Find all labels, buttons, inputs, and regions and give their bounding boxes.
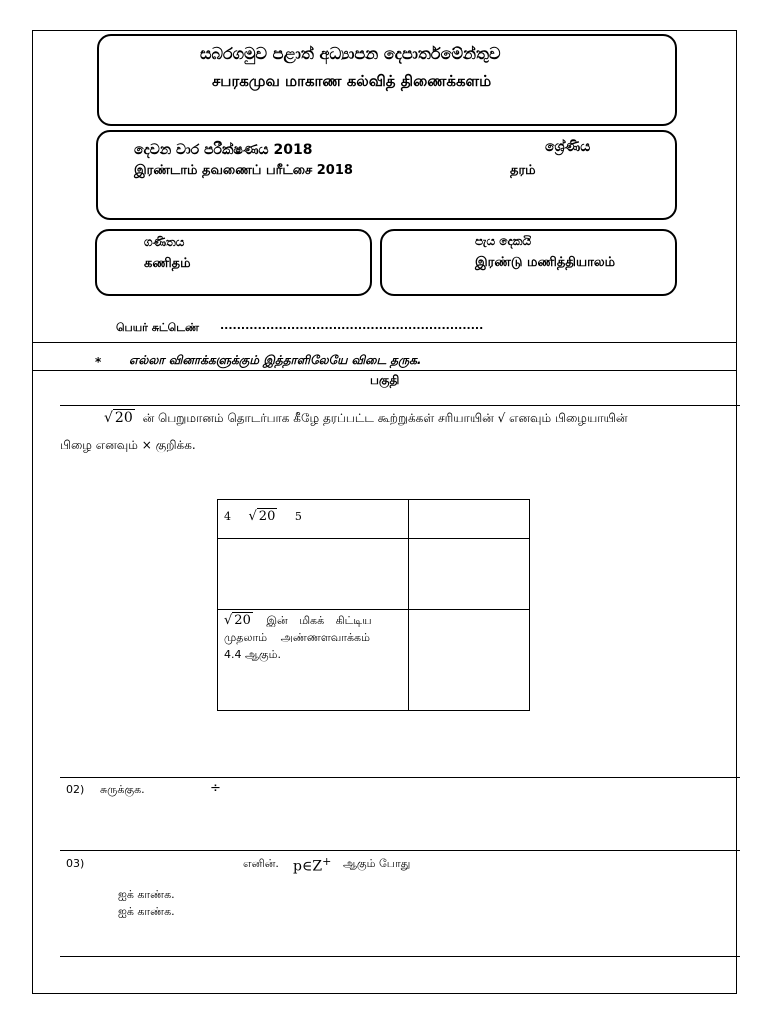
department-sinhala: සබරගමුව පළාත් අධ්‍යාපන දෙපාර්තමේන්තුව: [200, 44, 501, 63]
exam-title-tamil: இரண்டாம் தவணைப் பரீட்சை 2018: [134, 163, 353, 178]
sqrt-symbol: √: [248, 509, 257, 524]
q3-when-text: ஆகும் போது: [343, 857, 411, 870]
divider-line: [33, 370, 737, 371]
q3-part-2: ஐக் காண்க.: [118, 905, 175, 918]
q2-number: 02): [66, 783, 85, 796]
sqrt-radicand: 20: [234, 613, 251, 628]
table-row: [218, 610, 530, 711]
question-divider: [60, 850, 740, 851]
subject-tamil: கணிதம்: [144, 256, 191, 271]
q1-statement-line-2: பிழை எனவும் × குறிக்க.: [60, 438, 196, 452]
divide-symbol: ÷: [210, 781, 221, 796]
row1-right-number: 5: [294, 510, 302, 523]
question-divider: [60, 405, 740, 406]
instruction-bullet: *: [95, 355, 102, 369]
divider-line: [33, 342, 737, 343]
exam-title-sinhala: දෙවන වාර පරීක්ෂණය 2018: [134, 142, 313, 158]
q3-if-text: எனின்.: [243, 857, 279, 870]
row3-text-c: 4.4 ஆகும்.: [224, 648, 281, 661]
q3-math-sup: +: [322, 855, 332, 868]
table-row: [218, 539, 530, 610]
q1-statement-table: [217, 499, 530, 711]
name-index-label: பெயர் சுட்டெண்: [116, 321, 199, 334]
sqrt-symbol: √: [224, 613, 233, 628]
statement-text: [218, 610, 408, 663]
q3-set-condition: [293, 855, 331, 875]
row1-left-number: 4: [224, 510, 231, 523]
grade-label-sinhala: ශ්‍රේණිය: [545, 139, 591, 155]
q1-statement-line-1: ன் பெறுமானம் தொடர்பாக கீழே தரப்பட்ட கூற்றுக்கள் சரியாயின் √ எனவும் பிழையாயின்: [142, 411, 628, 425]
answer-cell[interactable]: [409, 539, 530, 610]
sqrt-symbol: √: [104, 410, 113, 426]
answer-cell[interactable]: [409, 610, 530, 711]
duration-tamil: இரண்டு மணித்தியாலம்: [475, 255, 616, 270]
row3-text-a: இன் மிகக் கிட்டிய: [266, 614, 372, 627]
statement-cell: [218, 539, 409, 610]
q3-number: 03): [66, 857, 85, 870]
sqrt-20-math: [104, 410, 135, 426]
grade-label-tamil: தரம்: [510, 163, 536, 178]
sqrt-20-math: [249, 508, 278, 525]
instruction-text: எல்லா வினாக்களுக்கும் இத்தாளிலேயே விடை தருக.: [129, 353, 422, 367]
sqrt-radicand: 20: [258, 509, 276, 524]
statement-text: [218, 500, 408, 525]
section-label: பகுதி: [370, 373, 400, 387]
answer-cell[interactable]: [409, 500, 530, 539]
name-index-dots[interactable]: ...............................................................: [220, 319, 484, 332]
q1-line-1: [104, 410, 627, 427]
subject-box: [95, 229, 372, 296]
question-divider: [60, 956, 740, 957]
sqrt-20-math: [224, 612, 253, 629]
table-row: [218, 500, 530, 539]
q2-text: சுருக்குக.: [100, 783, 145, 796]
q3-math-p: p∈Z: [293, 858, 323, 875]
statement-cell: [218, 610, 409, 711]
subject-sinhala: ගණිතය: [144, 235, 185, 249]
q3-part-1: ஐக் காண்க.: [118, 888, 175, 901]
row3-text-b: முதலாம் அண்ணளவாக்கம்: [224, 631, 370, 644]
sqrt-radicand: 20: [114, 410, 133, 426]
statement-cell: [218, 500, 409, 539]
question-divider: [60, 777, 740, 778]
department-tamil: சபரகமுவ மாகாண கல்வித் திணைக்களம்: [212, 72, 492, 90]
duration-sinhala: පැය දෙකයි: [475, 234, 532, 248]
